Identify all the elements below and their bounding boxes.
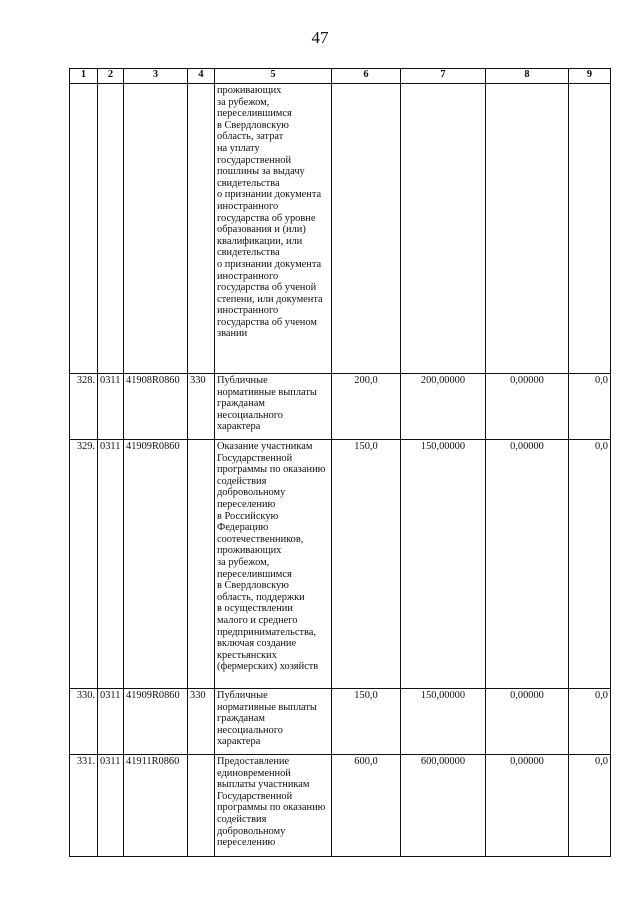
item-name: Публичные нормативные выплаты гражданам несоциального характера bbox=[215, 689, 332, 755]
col-header-7: 7 bbox=[401, 69, 486, 84]
col-header-9: 9 bbox=[569, 69, 611, 84]
expense-type bbox=[188, 440, 215, 689]
section-code: 0311 bbox=[98, 755, 124, 857]
amount-6: 150,0 bbox=[332, 689, 401, 755]
page-number: 47 bbox=[311, 28, 329, 47]
amount-7: 200,00000 bbox=[401, 374, 486, 440]
section-code bbox=[98, 84, 124, 374]
table-row bbox=[70, 755, 611, 857]
amount-6: 200,0 bbox=[332, 374, 401, 440]
amount-8: 0,00000 bbox=[486, 374, 569, 440]
section-code: 0311 bbox=[98, 374, 124, 440]
amount-8 bbox=[486, 84, 569, 374]
col-header-4: 4 bbox=[188, 69, 215, 84]
amount-7: 150,00000 bbox=[401, 689, 486, 755]
row-number: 330. bbox=[70, 689, 98, 755]
expense-type: 330 bbox=[188, 689, 215, 755]
col-header-5: 5 bbox=[215, 69, 332, 84]
budget-table bbox=[69, 68, 611, 857]
target-code: 41908R0860 bbox=[124, 374, 188, 440]
expense-type: 330 bbox=[188, 374, 215, 440]
row-number: 331. bbox=[70, 755, 98, 857]
expense-type bbox=[188, 84, 215, 374]
col-header-3: 3 bbox=[124, 69, 188, 84]
amount-6: 150,0 bbox=[332, 440, 401, 689]
amount-8: 0,00000 bbox=[486, 689, 569, 755]
row-number: 328. bbox=[70, 374, 98, 440]
amount-9: 0,0 bbox=[569, 374, 611, 440]
amount-9: 0,0 bbox=[569, 440, 611, 689]
amount-9 bbox=[569, 84, 611, 374]
amount-6 bbox=[332, 84, 401, 374]
amount-8: 0,00000 bbox=[486, 755, 569, 857]
header-row bbox=[70, 69, 611, 84]
table-row bbox=[70, 84, 611, 374]
amount-7: 600,00000 bbox=[401, 755, 486, 857]
amount-9: 0,0 bbox=[569, 689, 611, 755]
col-header-2: 2 bbox=[98, 69, 124, 84]
target-code bbox=[124, 84, 188, 374]
col-header-8: 8 bbox=[486, 69, 569, 84]
target-code: 41909R0860 bbox=[124, 689, 188, 755]
table-row bbox=[70, 374, 611, 440]
section-code: 0311 bbox=[98, 689, 124, 755]
expense-type bbox=[188, 755, 215, 857]
col-header-6: 6 bbox=[332, 69, 401, 84]
item-name: Оказание участникам Государственной программы по оказанию содействия добровольному переселению в Российскую Федерацию соотечественников, проживающих за рубежом, переселившимся в Свердловскую область, поддержки в осуществлении малого и среднего предпринимательства, включая создание крестьянских (фермерских) хозяйств bbox=[215, 440, 332, 689]
col-header-1: 1 bbox=[70, 69, 98, 84]
item-name: Предоставление единовременной выплаты участникам Государственной программы по оказанию содействия добровольному переселению bbox=[215, 755, 332, 857]
section-code: 0311 bbox=[98, 440, 124, 689]
item-name: проживающих за рубежом, переселившимся в Свердловскую область, затрат на уплату государственной пошлины за выдачу свидетельства о признании документа иностранного государства об уровне образования и (или) квалификации, или свидетельства о признании документа иностранного государства об ученой степени, или документа иностранного государства об ученом звании bbox=[215, 84, 332, 374]
item-name: Публичные нормативные выплаты гражданам несоциального характера bbox=[215, 374, 332, 440]
table-row bbox=[70, 689, 611, 755]
row-number bbox=[70, 84, 98, 374]
target-code: 41911R0860 bbox=[124, 755, 188, 857]
amount-7 bbox=[401, 84, 486, 374]
amount-6: 600,0 bbox=[332, 755, 401, 857]
amount-9: 0,0 bbox=[569, 755, 611, 857]
amount-7: 150,00000 bbox=[401, 440, 486, 689]
amount-8: 0,00000 bbox=[486, 440, 569, 689]
target-code: 41909R0860 bbox=[124, 440, 188, 689]
row-number: 329. bbox=[70, 440, 98, 689]
table-row bbox=[70, 440, 611, 689]
